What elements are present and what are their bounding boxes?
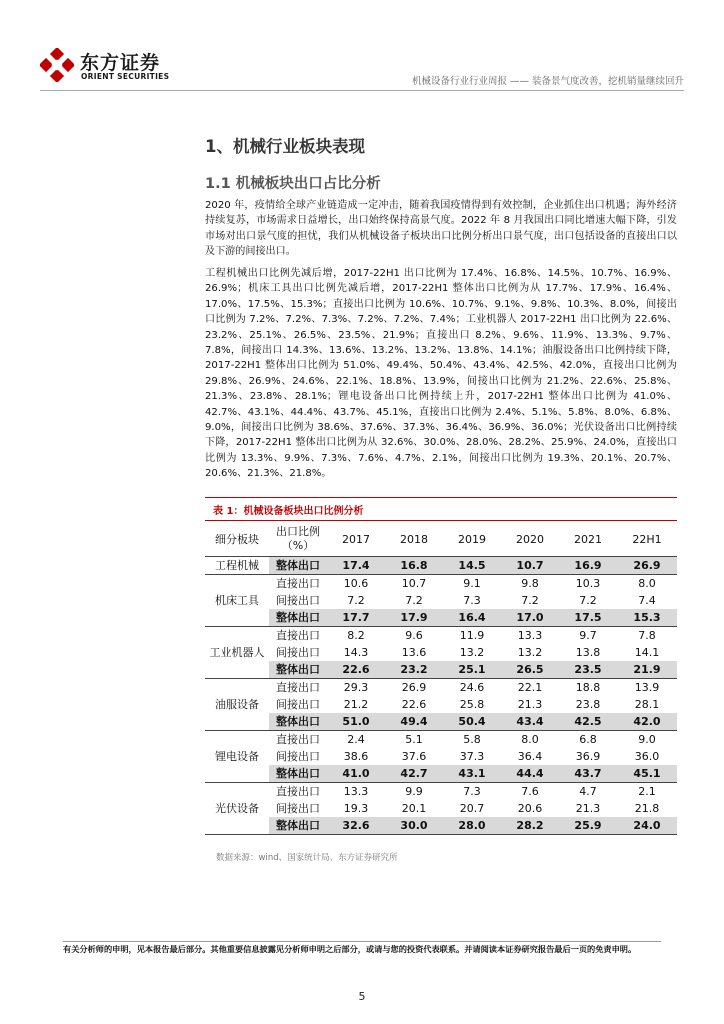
value-cell: 2.4: [347, 733, 365, 746]
value-cell: 25.8: [459, 698, 485, 711]
value-cell: 22.6: [327, 661, 385, 679]
value-cell: 28.1: [634, 698, 660, 711]
value-cell: 7.8: [638, 629, 656, 642]
export-type-cell: 间接出口: [276, 750, 320, 763]
header-year: 2021: [559, 522, 617, 557]
value-cell: 38.6: [343, 750, 369, 763]
export-type-cell: 间接出口: [276, 802, 320, 815]
value-cell: 17.4: [327, 557, 385, 575]
header-sector: 细分板块: [205, 522, 269, 557]
value-cell: 23.8: [575, 698, 601, 711]
value-cell: 29.3: [343, 681, 369, 694]
value-cell: 15.3: [617, 609, 677, 627]
value-cell: 37.6: [401, 750, 427, 763]
footer-disclaimer: 有关分析师的申明，见本报告最后部分。其他重要信息披露见分析师申明之后部分，或请与您的投资代表联系。并请阅读本证券研究报告最后一页的免责申明。: [63, 944, 637, 954]
value-cell: 21.9: [617, 661, 677, 679]
sector-cell: 工程机械: [205, 557, 269, 575]
value-cell: 24.0: [617, 817, 677, 835]
value-cell: 5.1: [405, 733, 423, 746]
value-cell: 8.2: [347, 629, 365, 642]
export-type-cell: 间接出口: [276, 646, 320, 659]
value-cell: 43.4: [501, 713, 559, 731]
export-ratio-table: [205, 522, 677, 835]
value-cell: 23.2: [385, 661, 443, 679]
value-cell: 17.0: [501, 609, 559, 627]
value-cell: 4.7: [579, 785, 597, 798]
table-row: [205, 592, 677, 609]
value-cell: 26.9: [617, 557, 677, 575]
value-cell: 5.8: [463, 733, 481, 746]
header-year: 2017: [327, 522, 385, 557]
value-cell: 36.4: [517, 750, 543, 763]
table-row: [205, 765, 677, 783]
export-type-cell: 整体出口: [269, 661, 327, 679]
export-type-cell: 间接出口: [276, 698, 320, 711]
value-cell: 32.6: [327, 817, 385, 835]
logo-text-en: ORIENT SECURITIES: [81, 72, 170, 81]
value-cell: 17.9: [385, 609, 443, 627]
value-cell: 13.8: [575, 646, 601, 659]
value-cell: 14.5: [443, 557, 501, 575]
sector-cell: 机床工具: [205, 575, 269, 627]
table-row: [205, 644, 677, 661]
export-type-cell: 整体出口: [269, 609, 327, 627]
table-row: [205, 609, 677, 627]
export-type-cell: 整体出口: [269, 817, 327, 835]
export-type-cell: 直接出口: [276, 785, 320, 798]
section-heading: 1、机械行业板块表现: [205, 137, 365, 156]
value-cell: 8.0: [638, 577, 656, 590]
export-type-cell: 整体出口: [269, 557, 327, 575]
export-type-cell: 直接出口: [276, 733, 320, 746]
intro-paragraph: 2020 年，疫情给全球产业链造成一定冲击，随着我国疫情得到有效控制，企业抓住出口机遇；海外经济持续复苏，市场需求日益增长，出口始终保持高景气度。2022 年 8 月我国出口同比增速大幅下降，引发市场对出口景气度的担忧，我们从机械设备子板块出口比例分析出口景气度，出口包括设备的直接出口以及下游的间接出口。: [205, 200, 677, 258]
export-type-cell: 整体出口: [269, 765, 327, 783]
value-cell: 9.6: [405, 629, 423, 642]
export-type-cell: 整体出口: [269, 713, 327, 731]
table-caption: 表 1：机械设备板块出口比例分析: [213, 506, 364, 517]
page-header: [0, 0, 724, 90]
table-row: [205, 557, 677, 575]
value-cell: 28.0: [443, 817, 501, 835]
value-cell: 11.9: [459, 629, 485, 642]
header-unit: [269, 522, 327, 557]
value-cell: 28.2: [501, 817, 559, 835]
value-cell: 20.1: [401, 802, 427, 815]
report-title: 机械设备行业行业周报 —— 装备景气度改善，挖机销量继续回升: [411, 76, 684, 87]
logo-text-cn: 东方证券: [80, 52, 161, 74]
header-unit-line2: （%）: [281, 539, 315, 552]
value-cell: 25.1: [443, 661, 501, 679]
orient-securities-logo: [40, 48, 200, 84]
value-cell: 16.9: [559, 557, 617, 575]
header-year: 22H1: [617, 522, 677, 557]
value-cell: 2.1: [638, 785, 656, 798]
value-cell: 43.7: [559, 765, 617, 783]
value-cell: 9.8: [521, 577, 539, 590]
sector-cell: 锂电设备: [205, 731, 269, 783]
table-row: [205, 817, 677, 835]
header-divider: [40, 90, 684, 91]
value-cell: 45.1: [617, 765, 677, 783]
table-row: [205, 800, 677, 817]
value-cell: 25.9: [559, 817, 617, 835]
value-cell: 26.5: [501, 661, 559, 679]
value-cell: 42.7: [385, 765, 443, 783]
value-cell: 14.1: [634, 646, 660, 659]
value-cell: 21.2: [343, 698, 369, 711]
value-cell: 24.6: [459, 681, 485, 694]
value-cell: 37.3: [459, 750, 485, 763]
value-cell: 8.0: [521, 733, 539, 746]
value-cell: 36.0: [634, 750, 660, 763]
table-row: [205, 783, 677, 801]
value-cell: 51.0: [327, 713, 385, 731]
value-cell: 21.8: [634, 802, 660, 815]
value-cell: 13.3: [517, 629, 543, 642]
value-cell: 7.2: [579, 594, 597, 607]
value-cell: 30.0: [385, 817, 443, 835]
value-cell: 19.3: [343, 802, 369, 815]
value-cell: 16.8: [385, 557, 443, 575]
export-type-cell: 直接出口: [276, 629, 320, 642]
value-cell: 6.8: [579, 733, 597, 746]
value-cell: 26.9: [401, 681, 427, 694]
table-caption-bar: [205, 497, 677, 521]
table-row: [205, 713, 677, 731]
value-cell: 18.8: [575, 681, 601, 694]
value-cell: 7.2: [347, 594, 365, 607]
table-row: [205, 575, 677, 593]
value-cell: 9.1: [463, 577, 481, 590]
value-cell: 20.7: [459, 802, 485, 815]
value-cell: 22.1: [517, 681, 543, 694]
value-cell: 50.4: [443, 713, 501, 731]
header-year: 2019: [443, 522, 501, 557]
value-cell: 10.7: [501, 557, 559, 575]
value-cell: 13.3: [343, 785, 369, 798]
export-type-cell: 间接出口: [276, 594, 320, 607]
value-cell: 7.4: [638, 594, 656, 607]
table-row: [205, 661, 677, 679]
value-cell: 20.6: [517, 802, 543, 815]
value-cell: 13.6: [401, 646, 427, 659]
sector-cell: 光伏设备: [205, 783, 269, 835]
header-year: 2020: [501, 522, 559, 557]
value-cell: 9.0: [638, 733, 656, 746]
value-cell: 21.3: [575, 802, 601, 815]
value-cell: 13.2: [459, 646, 485, 659]
value-cell: 17.7: [327, 609, 385, 627]
value-cell: 10.3: [575, 577, 601, 590]
value-cell: 44.4: [501, 765, 559, 783]
table-source: 数据来源：wind、国家统计局、东方证券研究所: [216, 853, 398, 863]
value-cell: 49.4: [385, 713, 443, 731]
table-row: [205, 731, 677, 749]
export-type-cell: 直接出口: [276, 577, 320, 590]
value-cell: 7.2: [521, 594, 539, 607]
logo-mark-icon: [40, 48, 74, 82]
value-cell: 10.7: [401, 577, 427, 590]
value-cell: 42.0: [617, 713, 677, 731]
table-row: [205, 627, 677, 645]
table-row: [205, 679, 677, 697]
value-cell: 7.6: [521, 785, 539, 798]
table-row: [205, 748, 677, 765]
value-cell: 17.5: [559, 609, 617, 627]
value-cell: 7.3: [463, 785, 481, 798]
value-cell: 36.9: [575, 750, 601, 763]
export-type-cell: 直接出口: [276, 681, 320, 694]
sector-cell: 油服设备: [205, 679, 269, 731]
value-cell: 21.3: [517, 698, 543, 711]
value-cell: 41.0: [327, 765, 385, 783]
page-number: 5: [358, 990, 366, 1003]
value-cell: 22.6: [401, 698, 427, 711]
value-cell: 13.2: [517, 646, 543, 659]
value-cell: 16.4: [443, 609, 501, 627]
value-cell: 10.6: [343, 577, 369, 590]
analysis-paragraph: 工程机械出口比例先减后增，2017-22H1 出口比例为 17.4%、16.8%、14.5%、10.7%、16.9%、26.9%；机床工具出口比例先减后增，2017-22H1 整体出口比例为从 17.7%、17.9%、16.4%、17.0%、17.5%、15.3%；直接出口比例为 10.6%、10.7%、9.1%、9.8%、10.3%、8.0%，间接出口比例为 7.2%、7.2%、7.3%、7.2%、7.2%、7.4%；工业机器人 2017-22H1 出口比例为 22.6%、23.2%、25.1%、26.5%、23.5%、21.9%；直接出口 8.2%、9.6%、11.9%、13.3%、9.7%、7.8%，间接出口 14.3%、13.6%、13.2%、13.2%、13.8%、14.1%；油服设备出口比例持续下降，2017-22H1 整体出口比例为 51.0%、49.4%、50.4%、43.4%、42.5%、42.0%，直接出口比例为 29.8%、26.9%、24.6%、22.1%、18.8%、13.9%，间接出口比例为 21.2%、22.6%、25.8%、21.3%、23.8%、28.1%；锂电设备出口比例持续上升，2017-22H1 整体出口比例为 41.0%、42.7%、43.1%、44.4%、43.7%、45.1%，直接出口比例为 2.4%、5.1%、5.8%、8.0%、6.8%、9.0%，间接出口比例为 38.6%、37.6%、37.3%、36.4%、36.9%、36.0%；光伏设备出口比例持续下降，2017-22H1 整体出口比例为从 32.6%、30.0%、28.0%、28.2%、25.9%、24.0%，直接出口比例为 13.3%、9.9%、7.3%、7.6%、4.7%、2.1%，间接出口比例为 19.3%、20.1%、20.7%、20.6%、21.3%、21.8%。: [205, 268, 677, 480]
table-row: [205, 696, 677, 713]
header-unit-line1: 出口比例: [276, 525, 320, 538]
sector-cell: 工业机器人: [205, 627, 269, 679]
value-cell: 7.2: [405, 594, 423, 607]
value-cell: 9.7: [579, 629, 597, 642]
value-cell: 43.1: [443, 765, 501, 783]
table-header-row: [205, 522, 677, 557]
header-year: 2018: [385, 522, 443, 557]
value-cell: 13.9: [634, 681, 660, 694]
footer-divider: [63, 941, 661, 942]
value-cell: 23.5: [559, 661, 617, 679]
value-cell: 14.3: [343, 646, 369, 659]
value-cell: 42.5: [559, 713, 617, 731]
value-cell: 9.9: [405, 785, 423, 798]
value-cell: 7.3: [463, 594, 481, 607]
subsection-heading: 1.1 机械板块出口占比分析: [205, 176, 381, 192]
